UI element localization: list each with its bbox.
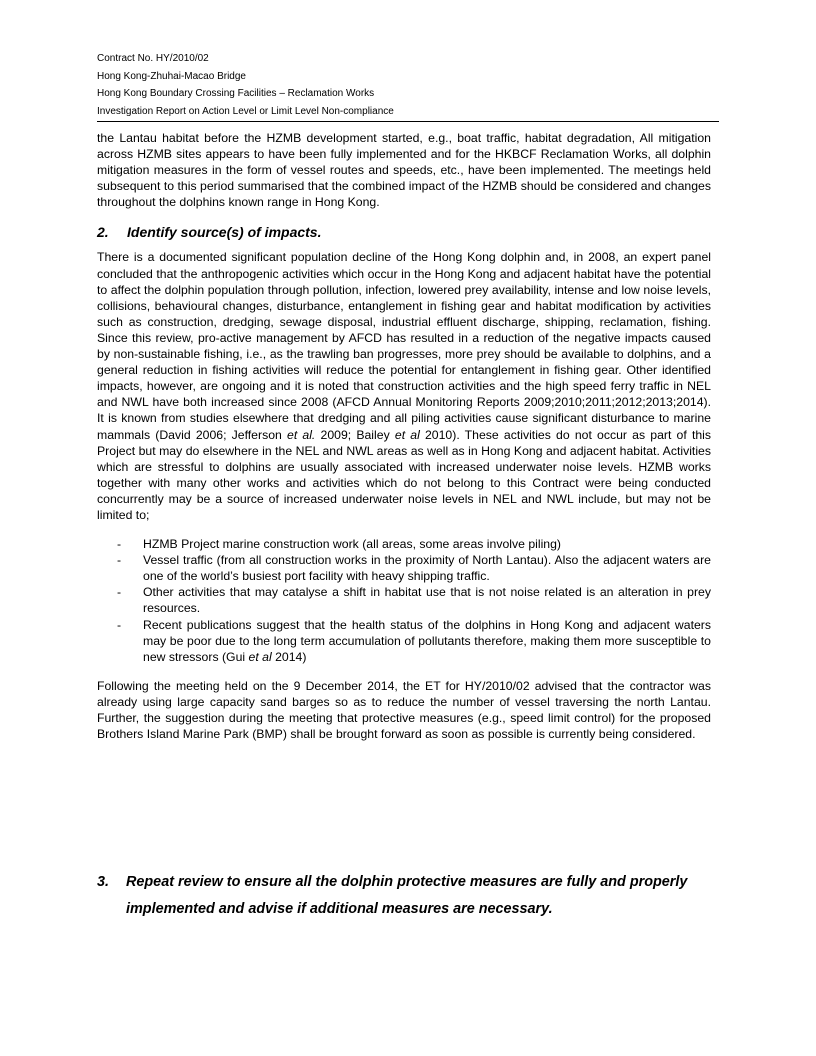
list-item — [97, 584, 711, 616]
list-item-text: Recent publications suggest that the health status of the dolphins in Hong Kong and adjacent waters may be poor due to the long term accumulation of pollutants therefore, making them more susceptible to new stressors (Gui — [143, 617, 711, 664]
list-item-text: Vessel traffic (from all construction works in the proximity of North Lantau). Also the adjacent waters are one of the world’s busiest port facility with heavy shipping traffic. — [143, 553, 711, 584]
section-2-heading — [97, 223, 711, 241]
section-3-title: Repeat review to ensure all the dolphin protective measures are fully and properly implemented and advise if additional measures are necessary. — [126, 874, 688, 917]
section-3-heading — [97, 869, 717, 923]
section-3-number: 3. — [97, 874, 110, 890]
paragraph-impacts — [97, 249, 711, 523]
paragraph-meeting: Following the meeting held on the 9 December 2014, the ET for HY/2010/02 advised that the contractor was already using large capacity sand barges so as to reduce the number of vessel traversing the north Lantau. Further, the suggestion during the meeting that protective measures (e.g., speed limit control) for the proposed Brothers Island Marine Park (BMP) shall be brought forward as soon as possible is currently being considered. — [97, 678, 711, 742]
list-item-text: Other activities that may catalyse a shift in habitat use that is not noise related is an alteration in prey resources. — [143, 585, 711, 616]
document-body — [97, 130, 711, 742]
impacts-text-3: 2010). These activities do not occur as part of this Project but may do elsewhere in the NEL and NWL areas as well as in Hong Kong and adjacent habitat. Activities which are stressful to dolphins are usually associated with increased underwater noise levels. HZMB works together with many other works and activities which do not belong to this Contract were being conducted concurrently may be a source of increased underwater noise levels in NEL and NWL include, but may not be limited to; — [97, 427, 712, 522]
section-2-title: Identify source(s) of impacts. — [127, 224, 322, 241]
list-item — [97, 536, 711, 552]
impacts-text-2: 2009; Bailey — [315, 427, 395, 442]
citation-et-al-2: et al — [394, 427, 420, 442]
citation-et-al-1: et al. — [287, 427, 316, 442]
list-item-text-end: 2014) — [271, 649, 307, 664]
project-subtitle: Hong Kong Boundary Crossing Facilities – Reclamation Works — [97, 88, 375, 99]
page-header — [97, 50, 719, 122]
project-name: Hong Kong-Zhuhai-Macao Bridge — [97, 70, 246, 82]
contract-number: Contract No. HY/2010/02 — [97, 53, 209, 64]
list-dash: - — [117, 537, 122, 552]
list-item — [97, 552, 711, 584]
list-dash: - — [117, 617, 122, 632]
impacts-text-1: There is a documented significant population decline of the Hong Kong dolphin and, in 2008, an expert panel concluded that the anthropogenic activities which occur in the Hong Kong and adjacent habitat have the potential to affect the dolphin population through pollution, infection, lowered prey availability, intense and low noise levels, collisions, behavioural changes, disturbance, entanglement in fishing gear and habitat modification by activities such as construction, dredging, sewage disposal, industrial effluent discharge, shipping, reclamation, fishing. Since this review, pro-active management by AFCD has resulted in a reduction of the negative impacts caused by non-sustainable fishing, i.e., as the trawling ban progresses, more prey should be available to dolphins, and a general reduction in fishing activities will reduce the potential for entanglement in fishing gear. Other identified impacts, however, are ongoing and it is noted that construction activities and the high speed ferry traffic in NEL and NWL have both increased since 2008 (AFCD Annual Monitoring Reports 2009;2010;2011;2012;2013;2014). It is known from studies elsewhere that dredging and all piling activities cause significant disturbance to marine mammals (David 2006; Jefferson — [97, 250, 711, 442]
section-2-number: 2. — [97, 224, 109, 241]
paragraph-intro: the Lantau habitat before the HZMB development started, e.g., boat traffic, habitat degradation, All mitigation across HZMB sites appears to have been fully implemented and for the HKBCF Reclamation Works, all dolphin mitigation measures in the form of vessel routes and speeds, etc., have been implemented. The meetings held subsequent to this period summarised that the combined impact of the HZMB should be considered and changes throughout the dolphins known range in Hong Kong. — [97, 131, 711, 210]
impact-sources-list — [97, 536, 711, 665]
list-dash: - — [117, 553, 122, 568]
list-item — [97, 617, 711, 665]
report-title: Investigation Report on Action Level or Limit Level Non-compliance — [97, 105, 394, 117]
citation-et-al-3: et al — [248, 649, 272, 664]
list-item-text: HZMB Project marine construction work (all areas, some areas involve piling) — [143, 537, 562, 552]
list-dash: - — [117, 585, 122, 600]
